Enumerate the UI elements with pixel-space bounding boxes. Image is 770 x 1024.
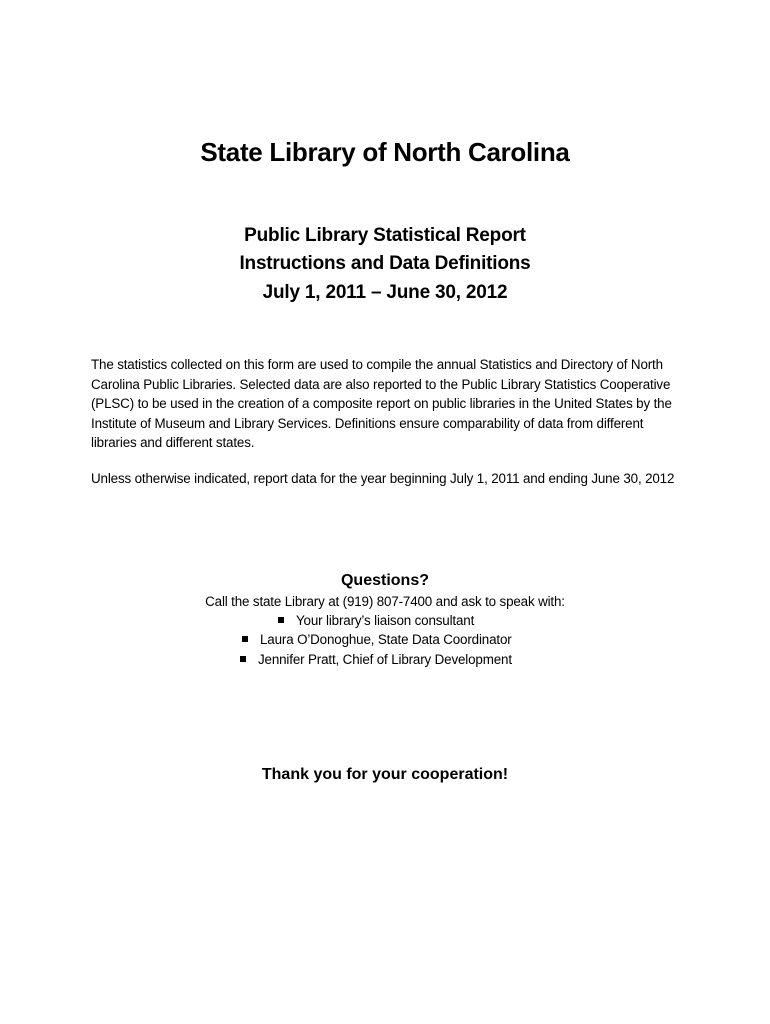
report-period: July 1, 2011 – June 30, 2012 bbox=[262, 282, 508, 303]
intro-paragraph: The statistics collected on this form are used to compile the annual Statistics and Directory of North Carolina Public Libraries. Selected data are also reported to the Public Library Statistics Cooperative (PLSC) to be used in the creation of a composite report on public libraries in the United States by the Institute of Museum and Library Services. Definitions ensure comparability of data from different libraries and different states. bbox=[91, 357, 672, 450]
reporting-period-paragraph: Unless otherwise indicated, report data for the year beginning July 1, 2011 and ending June 30, 2012 bbox=[91, 471, 675, 486]
square-bullet-icon bbox=[242, 636, 248, 642]
square-bullet-icon bbox=[278, 617, 284, 623]
document-title: State Library of North Carolina bbox=[200, 137, 570, 167]
questions-heading: Questions? bbox=[340, 572, 429, 589]
closing-thanks: Thank you for your cooperation! bbox=[261, 766, 509, 783]
square-bullet-icon bbox=[240, 656, 246, 662]
contact-list-item bbox=[240, 650, 512, 670]
contact-list-item bbox=[242, 630, 512, 650]
contact-label: Jennifer Pratt, Chief of Library Development bbox=[258, 652, 512, 667]
questions-call-text: Call the state Library at (919) 807-7400 and ask to speak with: bbox=[205, 594, 565, 609]
contact-label: Your library’s liaison consultant bbox=[296, 613, 475, 628]
contact-label: Laura O’Donoghue, State Data Coordinator bbox=[260, 632, 512, 647]
report-title: Public Library Statistical Report bbox=[244, 225, 526, 246]
report-subtitle: Instructions and Data Definitions bbox=[239, 253, 531, 274]
contact-list-item bbox=[278, 611, 474, 631]
